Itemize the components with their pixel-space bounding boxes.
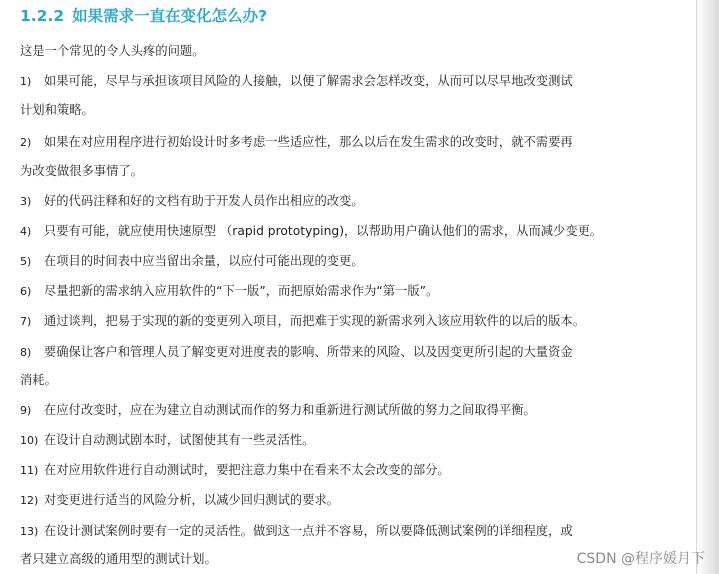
list-item-number: 9) [20, 404, 32, 417]
list-item-9 [20, 401, 536, 419]
list-item-13 [20, 522, 573, 540]
list-item-2-continuation: 为改变做很多事情了。 [20, 164, 143, 178]
list-item-number: 1) [20, 75, 32, 88]
list-item-4 [20, 222, 602, 240]
list-item-13-continuation: 者只建立高级的通用型的测试计划。 [20, 552, 217, 566]
list-item-7 [20, 312, 585, 330]
list-item-text: 只要有可能，就应使用快速原型 （rapid prototyping)，以帮助用户确认他们的需求，从而减少变更。 [43, 224, 603, 238]
list-item-text: 在对应用软件进行自动测试时，要把注意力集中在看来不太会改变的部分。 [43, 463, 450, 477]
list-item-text: 好的代码注释和好的文档有助于开发人员作出相应的改变。 [43, 194, 364, 208]
list-item-8 [20, 343, 573, 361]
list-item-number: 12) [20, 494, 39, 507]
list-item-1 [20, 72, 573, 90]
list-item-number: 8) [20, 346, 32, 359]
list-item-text: 如果可能，尽早与承担该项目风险的人接触，以便了解需求会怎样改变，从而可以尽早地改变测试 [43, 74, 573, 88]
list-item-number: 4) [20, 225, 32, 238]
list-item-text: 在设计自动测试剧本时，试图使其有一些灵活性。 [43, 433, 315, 447]
list-item-10 [20, 431, 314, 449]
list-item-number: 10) [20, 434, 39, 447]
section-heading [20, 3, 267, 29]
list-item-1-continuation: 计划和策略。 [20, 103, 94, 117]
list-item-8-continuation: 消耗。 [20, 373, 57, 387]
section-number: 1.2.2 [20, 7, 65, 25]
list-item-6 [20, 282, 438, 300]
list-item-number: 6) [20, 285, 32, 298]
page-edge-shadow [696, 0, 719, 574]
list-item-number: 5) [20, 255, 32, 268]
list-item-5 [20, 252, 364, 270]
list-item-text: 尽量把新的需求纳入应用软件的“下一版”，而把原始需求作为“第一版”。 [43, 284, 439, 298]
list-item-text: 在应付改变时，应在为建立自动测试而作的努力和重新进行测试所做的努力之间取得平衡。 [43, 403, 536, 417]
list-item-2 [20, 133, 573, 151]
list-item-number: 3) [20, 195, 32, 208]
list-item-number: 2) [20, 136, 32, 149]
list-item-number: 13) [20, 525, 39, 538]
list-item-11 [20, 461, 450, 479]
csdn-watermark: CSDN @程序媛月下 [576, 551, 705, 567]
list-item-text: 通过谈判，把易于实现的新的变更列入项目，而把难于实现的新需求列入该应用软件的以后的版本。 [43, 314, 585, 328]
list-item-text: 在项目的时间表中应当留出余量，以应付可能出现的变更。 [43, 254, 364, 268]
list-item-text: 如果在对应用程序进行初始设计时多考虑一些适应性，那么以后在发生需求的改变时，就不需要再 [43, 135, 573, 149]
list-item-text: 在设计测试案例时要有一定的灵活性。做到这一点并不容易，所以要降低测试案例的详细程度，或 [43, 524, 573, 538]
list-item-number: 7) [20, 315, 32, 328]
list-item-text: 要确保让客户和管理人员了解变更对进度表的影响、所带来的风险、以及因变更所引起的大量资金 [43, 345, 573, 359]
list-item-text: 对变更进行适当的风险分析，以减少回归测试的要求。 [43, 493, 340, 507]
list-item-12 [20, 491, 339, 509]
list-item-3 [20, 192, 364, 210]
list-item-number: 11) [20, 464, 39, 477]
section-title: 如果需求一直在变化怎么办? [72, 7, 268, 25]
intro-paragraph: 这是一个常见的令人头疼的问题。 [20, 44, 205, 58]
